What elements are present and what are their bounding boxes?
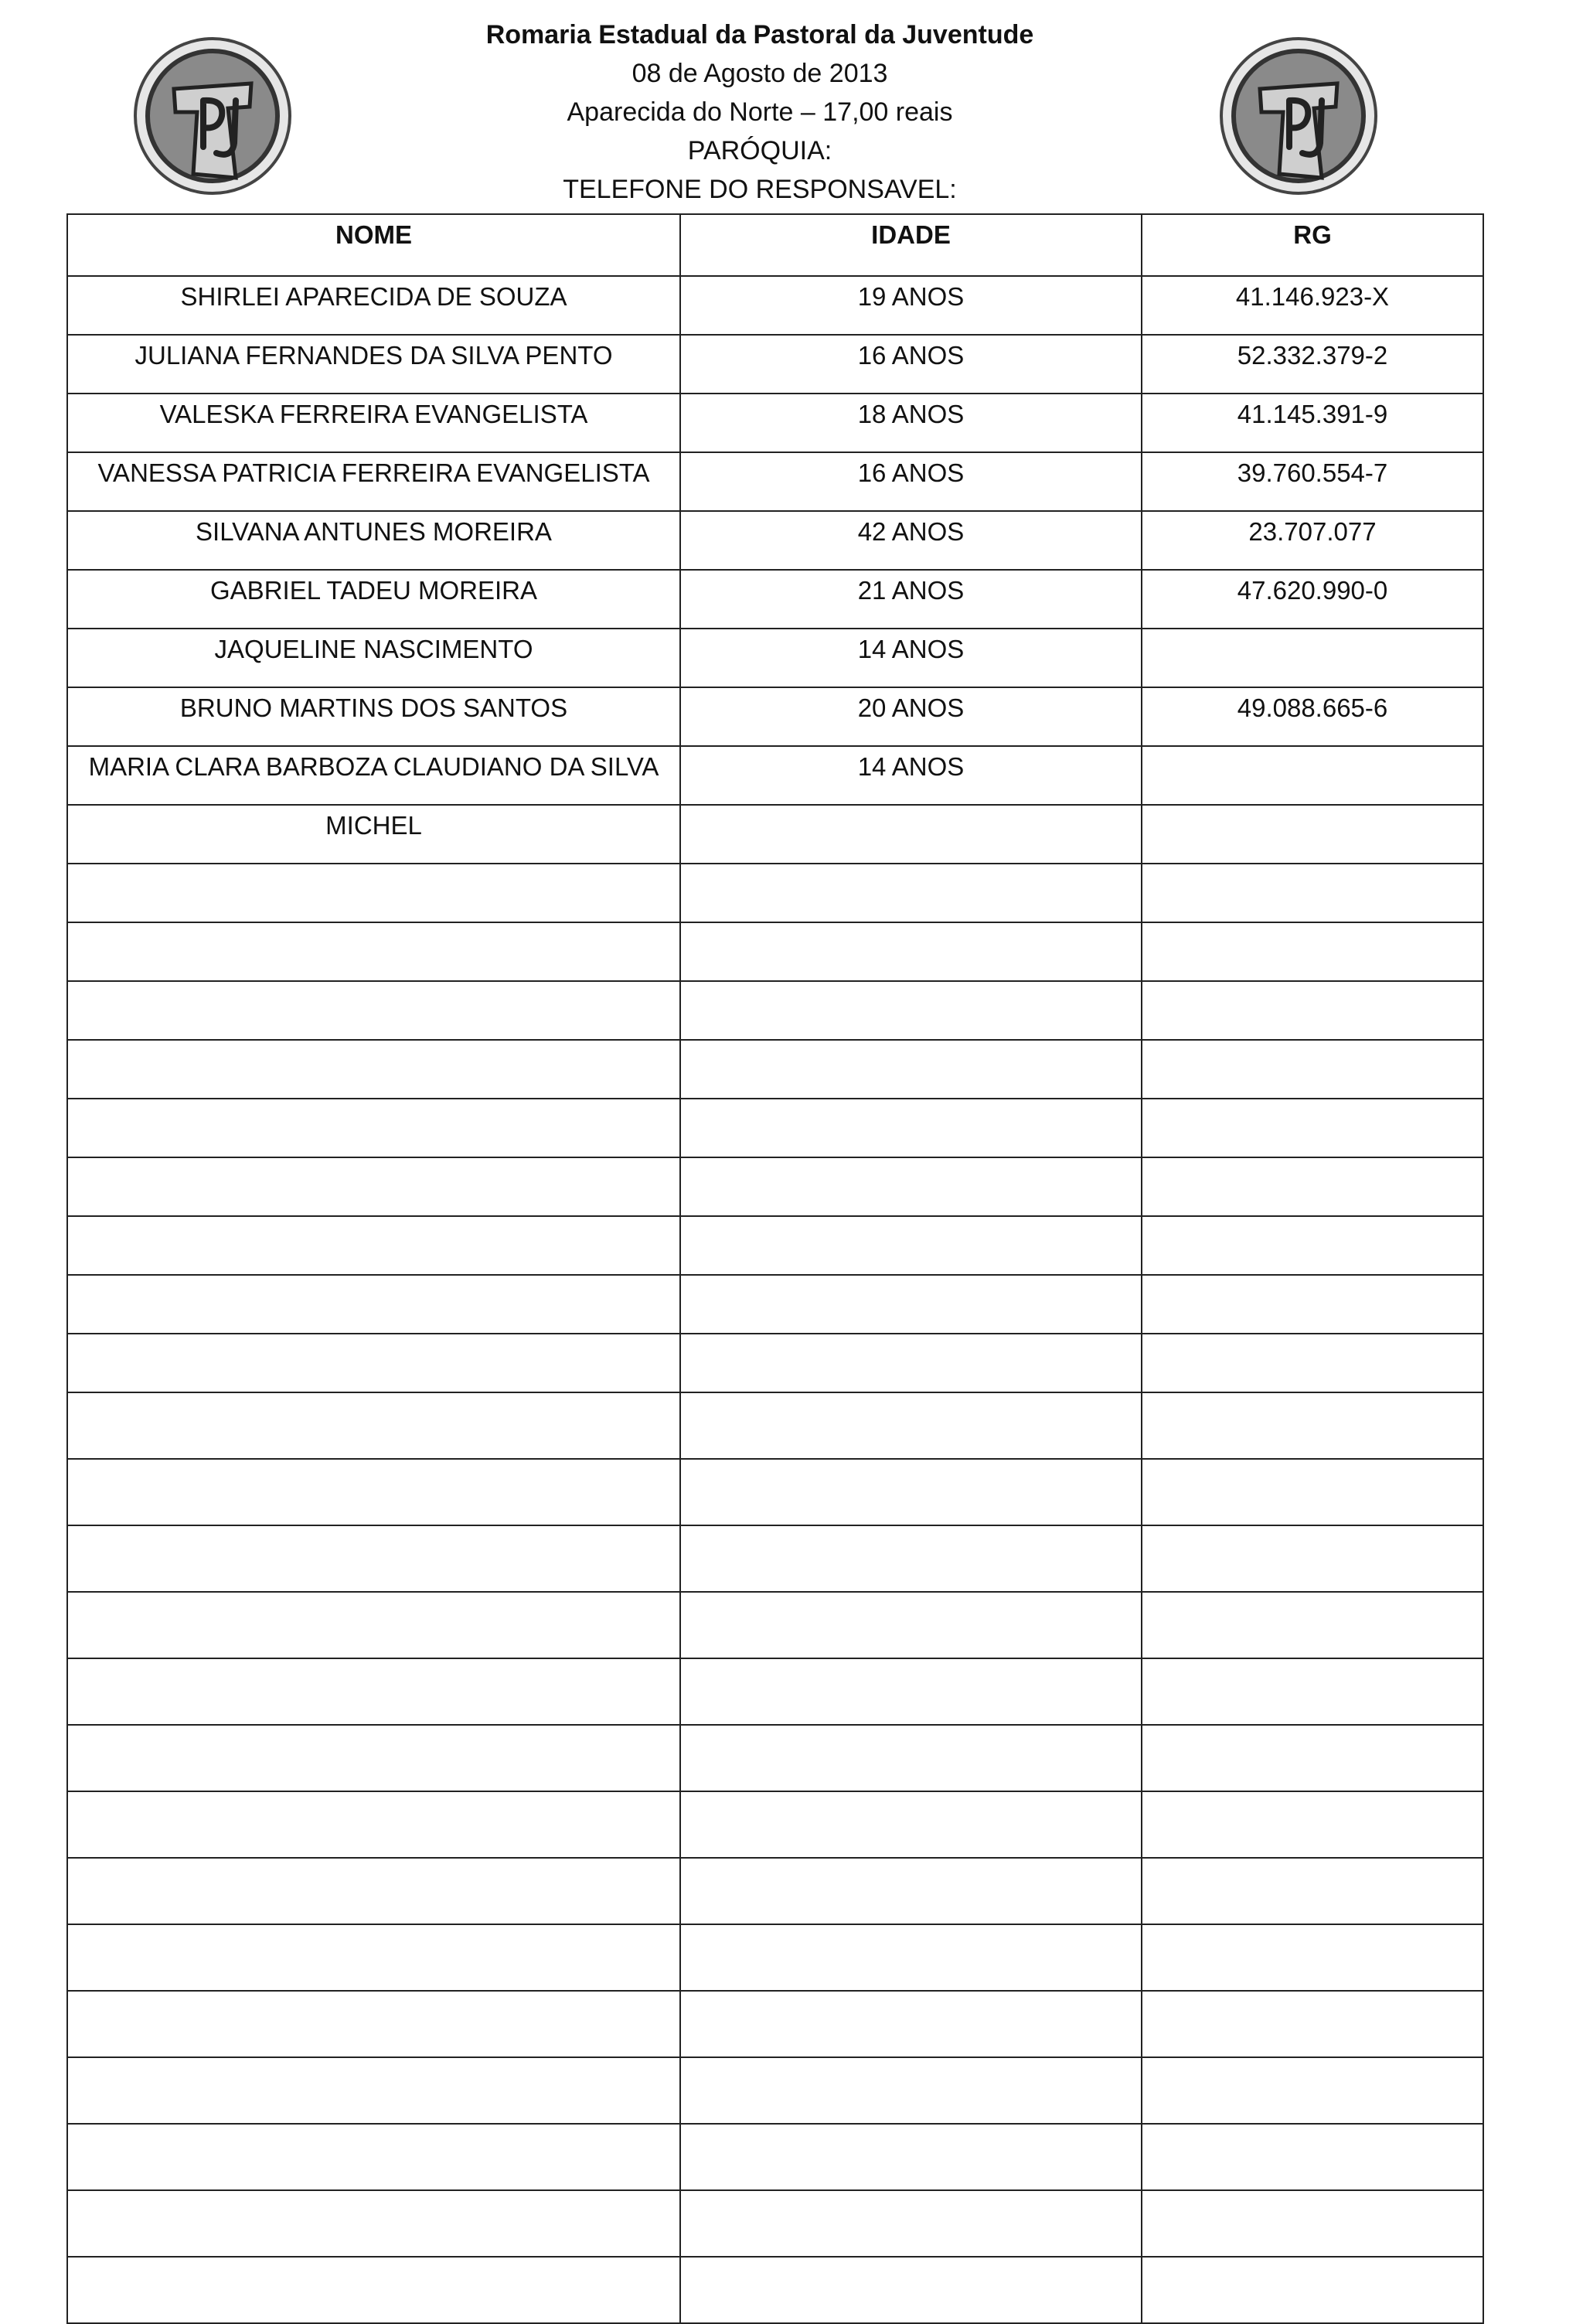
cell-idade: 20 ANOS bbox=[680, 687, 1142, 746]
cell-nome: JAQUELINE NASCIMENTO bbox=[67, 629, 680, 687]
cell-nome: MICHEL bbox=[67, 805, 680, 864]
cell-rg bbox=[1142, 1392, 1483, 1459]
cell-idade bbox=[680, 2257, 1142, 2323]
document-header bbox=[0, 15, 1520, 209]
cell-nome bbox=[67, 1392, 680, 1459]
table-row bbox=[67, 276, 1483, 335]
cell-rg bbox=[1142, 1459, 1483, 1525]
table-row bbox=[67, 1157, 1483, 1216]
cell-rg: 52.332.379-2 bbox=[1142, 335, 1483, 394]
cell-rg bbox=[1142, 1725, 1483, 1791]
table-row bbox=[67, 570, 1483, 629]
column-header-rg: RG bbox=[1142, 214, 1483, 276]
cell-nome bbox=[67, 2190, 680, 2257]
cell-nome: GABRIEL TADEU MOREIRA bbox=[67, 570, 680, 629]
table-row bbox=[67, 1991, 1483, 2057]
table-row bbox=[67, 1099, 1483, 1157]
cell-idade bbox=[680, 1459, 1142, 1525]
cell-rg bbox=[1142, 1858, 1483, 1924]
cell-rg: 47.620.990-0 bbox=[1142, 570, 1483, 629]
cell-nome bbox=[67, 1791, 680, 1858]
parish-label: PARÓQUIA: bbox=[687, 136, 832, 165]
cell-rg bbox=[1142, 1275, 1483, 1334]
table-row bbox=[67, 2257, 1483, 2323]
table-row bbox=[67, 2057, 1483, 2124]
table-row bbox=[67, 1040, 1483, 1099]
table-row bbox=[67, 1392, 1483, 1459]
cell-rg: 41.145.391-9 bbox=[1142, 394, 1483, 452]
cell-rg bbox=[1142, 1334, 1483, 1392]
roster-body bbox=[67, 276, 1483, 2323]
cell-idade bbox=[680, 1099, 1142, 1157]
table-row bbox=[67, 511, 1483, 570]
cell-idade: 42 ANOS bbox=[680, 511, 1142, 570]
column-header-idade: IDADE bbox=[680, 214, 1142, 276]
table-row bbox=[67, 864, 1483, 922]
cell-idade: 16 ANOS bbox=[680, 335, 1142, 394]
cell-idade bbox=[680, 1525, 1142, 1592]
table-row bbox=[67, 981, 1483, 1040]
cell-nome bbox=[67, 1216, 680, 1275]
cell-nome bbox=[67, 1924, 680, 1991]
cell-idade bbox=[680, 922, 1142, 981]
cell-idade bbox=[680, 1157, 1142, 1216]
cell-idade: 18 ANOS bbox=[680, 394, 1142, 452]
cell-rg bbox=[1142, 805, 1483, 864]
cell-nome bbox=[67, 1275, 680, 1334]
cell-nome bbox=[67, 1991, 680, 2057]
cell-idade bbox=[680, 1858, 1142, 1924]
cell-rg bbox=[1142, 2124, 1483, 2190]
cell-rg bbox=[1142, 2190, 1483, 2257]
cell-idade bbox=[680, 1275, 1142, 1334]
cell-rg bbox=[1142, 2057, 1483, 2124]
cell-idade bbox=[680, 981, 1142, 1040]
cell-nome bbox=[67, 981, 680, 1040]
cell-idade bbox=[680, 2124, 1142, 2190]
roster-table bbox=[66, 213, 1484, 2324]
table-row bbox=[67, 1216, 1483, 1275]
cell-rg bbox=[1142, 1157, 1483, 1216]
table-row bbox=[67, 394, 1483, 452]
cell-idade bbox=[680, 1334, 1142, 1392]
cell-idade bbox=[680, 1725, 1142, 1791]
table-row bbox=[67, 1725, 1483, 1791]
cell-nome bbox=[67, 1334, 680, 1392]
cell-rg bbox=[1142, 1658, 1483, 1725]
event-location-price: Aparecida do Norte – 17,00 reais bbox=[567, 97, 953, 127]
cell-nome bbox=[67, 2124, 680, 2190]
cell-rg: 23.707.077 bbox=[1142, 511, 1483, 570]
table-row bbox=[67, 1658, 1483, 1725]
cell-idade bbox=[680, 1791, 1142, 1858]
cell-rg: 39.760.554-7 bbox=[1142, 452, 1483, 511]
cell-nome: SILVANA ANTUNES MOREIRA bbox=[67, 511, 680, 570]
cell-nome: VALESKA FERREIRA EVANGELISTA bbox=[67, 394, 680, 452]
cell-nome bbox=[67, 864, 680, 922]
cell-rg bbox=[1142, 1099, 1483, 1157]
cell-idade: 14 ANOS bbox=[680, 629, 1142, 687]
cell-idade bbox=[680, 1991, 1142, 2057]
cell-rg bbox=[1142, 1991, 1483, 2057]
table-row bbox=[67, 335, 1483, 394]
cell-idade: 14 ANOS bbox=[680, 746, 1142, 805]
table-row bbox=[67, 1334, 1483, 1392]
cell-idade: 21 ANOS bbox=[680, 570, 1142, 629]
table-row bbox=[67, 1858, 1483, 1924]
cell-idade bbox=[680, 1658, 1142, 1725]
cell-nome bbox=[67, 1658, 680, 1725]
cell-nome bbox=[67, 1725, 680, 1791]
table-row bbox=[67, 687, 1483, 746]
cell-idade bbox=[680, 1392, 1142, 1459]
cell-rg bbox=[1142, 2257, 1483, 2323]
cell-nome bbox=[67, 1040, 680, 1099]
cell-idade bbox=[680, 1216, 1142, 1275]
cell-nome bbox=[67, 1525, 680, 1592]
cell-rg bbox=[1142, 629, 1483, 687]
cell-nome bbox=[67, 2257, 680, 2323]
table-row bbox=[67, 1275, 1483, 1334]
cell-rg: 49.088.665-6 bbox=[1142, 687, 1483, 746]
cell-idade bbox=[680, 864, 1142, 922]
cell-idade bbox=[680, 805, 1142, 864]
table-row bbox=[67, 1525, 1483, 1592]
cell-rg bbox=[1142, 1040, 1483, 1099]
table-row bbox=[67, 746, 1483, 805]
table-row bbox=[67, 2124, 1483, 2190]
event-title: Romaria Estadual da Pastoral da Juventude bbox=[485, 20, 1034, 49]
cell-idade: 16 ANOS bbox=[680, 452, 1142, 511]
cell-nome: BRUNO MARTINS DOS SANTOS bbox=[67, 687, 680, 746]
cell-rg bbox=[1142, 746, 1483, 805]
cell-rg bbox=[1142, 1592, 1483, 1658]
cell-nome bbox=[67, 1459, 680, 1525]
cell-nome: MARIA CLARA BARBOZA CLAUDIANO DA SILVA bbox=[67, 746, 680, 805]
table-row bbox=[67, 2190, 1483, 2257]
cell-nome: VANESSA PATRICIA FERREIRA EVANGELISTA bbox=[67, 452, 680, 511]
cell-idade bbox=[680, 1592, 1142, 1658]
event-date: 08 de Agosto de 2013 bbox=[631, 59, 888, 88]
table-row bbox=[67, 629, 1483, 687]
table-row bbox=[67, 1459, 1483, 1525]
table-row bbox=[67, 922, 1483, 981]
cell-idade bbox=[680, 2190, 1142, 2257]
cell-nome bbox=[67, 1858, 680, 1924]
cell-rg bbox=[1142, 1525, 1483, 1592]
cell-nome bbox=[67, 2057, 680, 2124]
cell-nome bbox=[67, 1592, 680, 1658]
cell-idade bbox=[680, 1040, 1142, 1099]
cell-nome: SHIRLEI APARECIDA DE SOUZA bbox=[67, 276, 680, 335]
table-row bbox=[67, 805, 1483, 864]
cell-rg bbox=[1142, 1924, 1483, 1991]
table-row bbox=[67, 452, 1483, 511]
cell-idade: 19 ANOS bbox=[680, 276, 1142, 335]
cell-idade bbox=[680, 1924, 1142, 1991]
cell-idade bbox=[680, 2057, 1142, 2124]
table-row bbox=[67, 1924, 1483, 1991]
cell-nome bbox=[67, 1099, 680, 1157]
cell-rg bbox=[1142, 922, 1483, 981]
cell-nome: JULIANA FERNANDES DA SILVA PENTO bbox=[67, 335, 680, 394]
table-row bbox=[67, 1592, 1483, 1658]
cell-rg bbox=[1142, 981, 1483, 1040]
cell-nome bbox=[67, 922, 680, 981]
cell-rg bbox=[1142, 1791, 1483, 1858]
cell-rg bbox=[1142, 1216, 1483, 1275]
column-header-nome: NOME bbox=[67, 214, 680, 276]
cell-rg bbox=[1142, 864, 1483, 922]
cell-rg: 41.146.923-X bbox=[1142, 276, 1483, 335]
table-header-row bbox=[67, 214, 1483, 276]
table-row bbox=[67, 1791, 1483, 1858]
phone-label: TELEFONE DO RESPONSAVEL: bbox=[563, 175, 957, 204]
cell-nome bbox=[67, 1157, 680, 1216]
